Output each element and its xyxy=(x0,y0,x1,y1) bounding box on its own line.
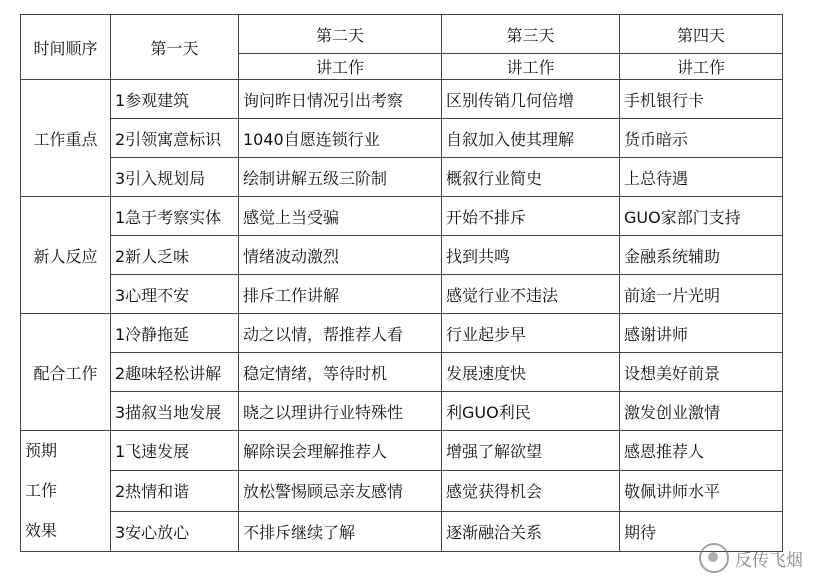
table-cell: 金融系统辅助 xyxy=(620,236,783,275)
table-cell: 解除误会理解推荐人 xyxy=(239,431,442,471)
table-cell: 绘制讲解五级三阶制 xyxy=(239,158,442,197)
table-cell: 放松警惕顾忌亲友感情 xyxy=(239,471,442,511)
table-cell: 动之以情，帮推荐人看 xyxy=(239,314,442,353)
header-day3-cell: 第三天 xyxy=(442,15,620,54)
table-cell: 找到共鸣 xyxy=(442,236,620,275)
table-cell: 2趣味轻松讲解 xyxy=(111,353,239,392)
header-day1-cell: 第一天 xyxy=(111,15,239,80)
watermark-logo-icon xyxy=(699,543,729,573)
group-label-cell xyxy=(21,431,111,552)
table-row xyxy=(21,314,783,353)
table-cell: 自叙加入使其理解 xyxy=(442,119,620,158)
table-cell: 期待 xyxy=(620,511,783,551)
table-cell: 3安心放心 xyxy=(111,511,239,551)
group-label-cell: 配合工作 xyxy=(21,314,111,431)
table-cell: 1参观建筑 xyxy=(111,80,239,119)
table-row xyxy=(21,119,783,158)
table-cell: 激发创业激情 xyxy=(620,392,783,431)
table-cell: 晓之以理讲行业特殊性 xyxy=(239,392,442,431)
table-row xyxy=(21,236,783,275)
table-cell: 1急于考察实体 xyxy=(111,197,239,236)
table-cell: 概叙行业简史 xyxy=(442,158,620,197)
watermark-text: 反传飞烟 xyxy=(735,550,803,571)
table-cell: 2热情和谐 xyxy=(111,471,239,511)
header-corner-cell: 时间顺序 xyxy=(21,15,111,80)
table-row xyxy=(21,431,783,471)
group-label-line: 工作 xyxy=(25,481,58,500)
subheader-day2-cell: 讲工作 xyxy=(239,54,442,80)
table-cell: 不排斥继续了解 xyxy=(239,511,442,551)
table-cell: 1040自愿连锁行业 xyxy=(239,119,442,158)
table-cell: 行业起步早 xyxy=(442,314,620,353)
table-cell: 排斥工作讲解 xyxy=(239,275,442,314)
table-cell: 感谢讲师 xyxy=(620,314,783,353)
table-cell: 敬佩讲师水平 xyxy=(620,471,783,511)
table-cell: 感觉行业不违法 xyxy=(442,275,620,314)
table-cell: 设想美好前景 xyxy=(620,353,783,392)
table-row xyxy=(21,158,783,197)
table-cell: GUO家部门支持 xyxy=(620,197,783,236)
group-label-line: 预期 xyxy=(25,441,58,460)
table-row xyxy=(21,80,783,119)
table-row xyxy=(21,511,783,551)
table-cell: 上总待遇 xyxy=(620,158,783,197)
table-row xyxy=(21,471,783,511)
table-row xyxy=(21,353,783,392)
table-cell: 1冷静拖延 xyxy=(111,314,239,353)
table-cell: 3引入规划局 xyxy=(111,158,239,197)
table-cell: 手机银行卡 xyxy=(620,80,783,119)
header-row xyxy=(21,15,783,54)
table-cell: 货币暗示 xyxy=(620,119,783,158)
table-cell: 区别传销几何倍增 xyxy=(442,80,620,119)
table-cell: 感觉上当受骗 xyxy=(239,197,442,236)
table-cell: 利GUO利民 xyxy=(442,392,620,431)
table-cell: 前途一片光明 xyxy=(620,275,783,314)
header-day4-cell: 第四天 xyxy=(620,15,783,54)
group-label-cell: 新人反应 xyxy=(21,197,111,314)
table-cell: 逐渐融洽关系 xyxy=(442,511,620,551)
subheader-day4-cell: 讲工作 xyxy=(620,54,783,80)
table-cell: 感觉获得机会 xyxy=(442,471,620,511)
table-cell: 3描叙当地发展 xyxy=(111,392,239,431)
table-cell: 询问昨日情况引出考察 xyxy=(239,80,442,119)
schedule-table xyxy=(20,14,783,552)
table-cell: 感恩推荐人 xyxy=(620,431,783,471)
watermark xyxy=(699,543,803,573)
table-cell: 3心理不安 xyxy=(111,275,239,314)
table-row xyxy=(21,197,783,236)
table-cell: 2引领寓意标识 xyxy=(111,119,239,158)
group-label-cell: 工作重点 xyxy=(21,80,111,197)
table-cell: 稳定情绪，等待时机 xyxy=(239,353,442,392)
table-cell: 开始不排斥 xyxy=(442,197,620,236)
group-label-line: 效果 xyxy=(25,521,58,540)
table-cell: 情绪波动激烈 xyxy=(239,236,442,275)
header-day2-cell: 第二天 xyxy=(239,15,442,54)
table-cell: 1飞速发展 xyxy=(111,431,239,471)
table-cell: 发展速度快 xyxy=(442,353,620,392)
table-cell: 2新人乏味 xyxy=(111,236,239,275)
table-cell: 增强了解欲望 xyxy=(442,431,620,471)
subheader-day3-cell: 讲工作 xyxy=(442,54,620,80)
table-row xyxy=(21,275,783,314)
table-row xyxy=(21,392,783,431)
